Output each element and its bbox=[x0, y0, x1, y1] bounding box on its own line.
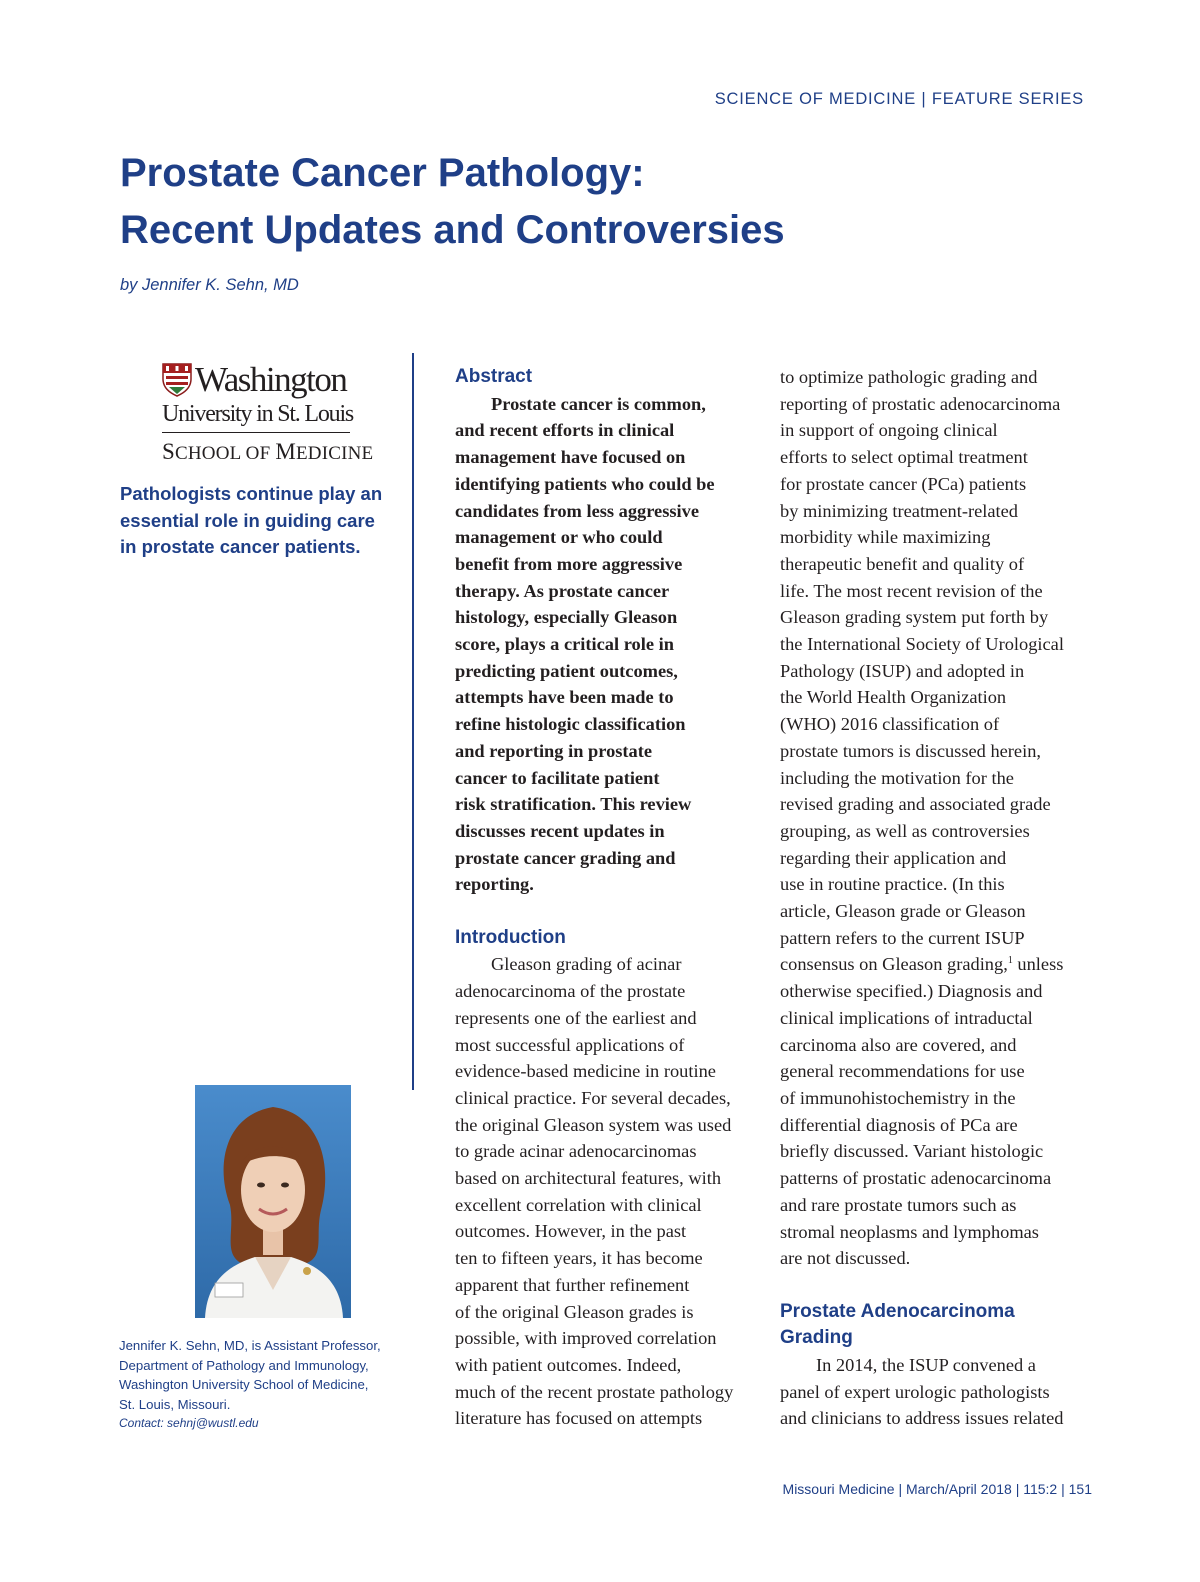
intro-line: Gleason grading of acinar bbox=[491, 954, 682, 975]
column-2 bbox=[780, 364, 1095, 1432]
body-line: the International Society of Urological bbox=[780, 634, 1064, 655]
body-line: briefly discussed. Variant histologic bbox=[780, 1141, 1044, 1162]
intro-line: clinical practice. For several decades, bbox=[455, 1087, 731, 1108]
author-photo bbox=[195, 1085, 351, 1318]
body-line: use in routine practice. (In this bbox=[780, 874, 1005, 895]
intro-line: much of the recent prostate pathology bbox=[455, 1381, 734, 1402]
logo-washington: Washington bbox=[195, 360, 347, 399]
abstract-line: predicting patient outcomes, bbox=[455, 660, 678, 681]
body-line: Gleason grading system put forth by bbox=[780, 607, 1049, 628]
body-line: life. The most recent revision of the bbox=[780, 580, 1043, 601]
column-1 bbox=[455, 364, 765, 1432]
author-contact: Contact: sehnj@wustl.edu bbox=[119, 1416, 259, 1431]
logo-rule bbox=[162, 432, 350, 433]
citation-superscript: 1 bbox=[1007, 955, 1013, 967]
intro-line: of the original Gleason grades is bbox=[455, 1301, 694, 1322]
abstract-line: refine histologic classification bbox=[455, 714, 686, 735]
logo-school-text: CHOOL OF bbox=[175, 443, 276, 464]
body-line: Pathology (ISUP) and adopted in bbox=[780, 660, 1025, 681]
abstract-line: histology, especially Gleason bbox=[455, 607, 678, 628]
body-line: otherwise specified.) Diagnosis and bbox=[780, 981, 1043, 1002]
body-line: clinical implications of intraductal bbox=[780, 1007, 1033, 1028]
body-line: therapeutic benefit and quality of bbox=[780, 553, 1025, 574]
title-line-2: Recent Updates and Controversies bbox=[120, 208, 785, 252]
body-line: morbidity while maximizing bbox=[780, 527, 991, 548]
abstract-line: and recent efforts in clinical bbox=[455, 420, 675, 441]
body-line: grouping, as well as controversies bbox=[780, 820, 1030, 841]
author-bio bbox=[119, 1336, 419, 1434]
abstract-line: score, plays a critical role in bbox=[455, 634, 674, 655]
logo-initial-s: S bbox=[162, 439, 175, 464]
bio-line: Jennifer K. Sehn, MD, is Assistant Professor, bbox=[119, 1338, 381, 1353]
logo-medicine-text: EDICINE bbox=[295, 443, 374, 464]
abstract-line: therapy. As prostate cancer bbox=[455, 580, 670, 601]
grading-line: and clinicians to address issues related bbox=[780, 1408, 1064, 1429]
bio-line: Washington University School of Medicine, bbox=[119, 1377, 369, 1393]
intro-line: adenocarcinoma of the prostate bbox=[455, 981, 686, 1002]
intro-line: based on architectural features, with bbox=[455, 1168, 722, 1189]
body-line: to optimize pathologic grading and bbox=[780, 367, 1038, 387]
abstract-heading: Abstract bbox=[455, 366, 533, 387]
body-line: stromal neoplasms and lymphomas bbox=[780, 1221, 1039, 1242]
intro-line: evidence-based medicine in routine bbox=[455, 1061, 716, 1082]
abstract-line: management have focused on bbox=[455, 447, 686, 468]
abstract-line: risk stratification. This review bbox=[455, 794, 692, 815]
body-line: revised grading and associated grade bbox=[780, 794, 1051, 815]
page-footer: Missouri Medicine | March/April 2018 | 115:2 | 151 bbox=[782, 1481, 1092, 1497]
byline: by Jennifer K. Sehn, MD bbox=[120, 276, 299, 294]
pull-quote: Pathologists continue play an essential role in guiding care in prostate cancer patients. bbox=[120, 483, 383, 558]
intro-line: apparent that further refinement bbox=[455, 1274, 690, 1295]
body-line: reporting of prostatic adenocarcinoma bbox=[780, 393, 1061, 414]
logo-initial-m: M bbox=[275, 439, 296, 464]
shield-icon bbox=[162, 363, 192, 397]
intro-line: the original Gleason system was used bbox=[455, 1114, 732, 1135]
grading-line: In 2014, the ISUP convened a bbox=[816, 1355, 1036, 1375]
intro-line: literature has focused on attempts bbox=[455, 1408, 703, 1429]
body-text: consensus on Gleason grading, bbox=[780, 954, 1008, 975]
body-line: (WHO) 2016 classification of bbox=[780, 714, 1000, 735]
abstract-line: attempts have been made to bbox=[455, 687, 674, 708]
body-line: differential diagnosis of PCa are bbox=[780, 1114, 1018, 1135]
body-line: patterns of prostatic adenocarcinoma bbox=[780, 1168, 1052, 1189]
body-line: including the motivation for the bbox=[780, 767, 1014, 788]
intro-line: to grade acinar adenocarcinomas bbox=[455, 1141, 697, 1162]
abstract-line: benefit from more aggressive bbox=[455, 553, 683, 574]
intro-line: represents one of the earliest and bbox=[455, 1007, 697, 1028]
grading-heading-line-1: Prostate Adenocarcinoma bbox=[780, 1300, 1015, 1322]
abstract-line: Prostate cancer is common, bbox=[491, 393, 706, 414]
title-line-1: Prostate Cancer Pathology: bbox=[120, 151, 645, 195]
body-line: carcinoma also are covered, and bbox=[780, 1034, 1017, 1055]
intro-line: outcomes. However, in the past bbox=[455, 1221, 687, 1242]
body-line: the World Health Organization bbox=[780, 687, 1007, 708]
intro-line: possible, with improved correlation bbox=[455, 1328, 717, 1349]
body-line: article, Gleason grade or Gleason bbox=[780, 901, 1026, 922]
bio-line: Department of Pathology and Immunology, bbox=[119, 1357, 369, 1373]
body-line: prostate tumors is discussed herein, bbox=[780, 740, 1041, 761]
introduction-body bbox=[455, 951, 765, 1432]
university-logo bbox=[162, 360, 374, 465]
body-line: efforts to select optimal treatment bbox=[780, 447, 1028, 468]
introduction-heading: Introduction bbox=[455, 926, 566, 948]
intro-line: most successful applications of bbox=[455, 1034, 685, 1055]
abstract-line: reporting. bbox=[455, 874, 534, 895]
body-line: by minimizing treatment-related bbox=[780, 500, 1018, 521]
body-line: regarding their application and bbox=[780, 847, 1007, 868]
grading-heading-line-2: Grading bbox=[780, 1327, 853, 1349]
abstract-line: prostate cancer grading and bbox=[455, 847, 676, 868]
body-line-with-citation bbox=[780, 951, 1095, 978]
abstract-body bbox=[455, 391, 765, 898]
abstract-line: management or who could bbox=[455, 527, 663, 548]
bio-line: St. Louis, Missouri. bbox=[119, 1396, 231, 1412]
column-divider bbox=[412, 353, 414, 1090]
grading-line: panel of expert urologic pathologists bbox=[780, 1381, 1050, 1402]
body-line: and rare prostate tumors such as bbox=[780, 1194, 1017, 1215]
abstract-line: candidates from less aggressive bbox=[455, 500, 699, 521]
series-header: SCIENCE OF MEDICINE | FEATURE SERIES bbox=[714, 90, 1084, 108]
article-title bbox=[120, 145, 785, 259]
body-line: are not discussed. bbox=[780, 1248, 911, 1269]
intro-line: excellent correlation with clinical bbox=[455, 1194, 702, 1215]
body-line: of immunohistochemistry in the bbox=[780, 1087, 1016, 1108]
intro-line: ten to fifteen years, it has become bbox=[455, 1248, 703, 1269]
intro-line: with patient outcomes. Indeed, bbox=[455, 1355, 682, 1375]
body-line: for prostate cancer (PCa) patients bbox=[780, 473, 1027, 494]
body-text: unless bbox=[1012, 954, 1064, 975]
logo-school bbox=[162, 439, 374, 465]
abstract-line: cancer to facilitate patient bbox=[455, 767, 660, 788]
body-line: in support of ongoing clinical bbox=[780, 420, 998, 441]
body-line: general recommendations for use bbox=[780, 1061, 1025, 1082]
logo-university: University in St. Louis bbox=[162, 401, 354, 427]
abstract-line: identifying patients who could be bbox=[455, 473, 715, 494]
abstract-line: and reporting in prostate bbox=[455, 740, 653, 761]
abstract-line: discusses recent updates in bbox=[455, 820, 665, 841]
body-line: pattern refers to the current ISUP bbox=[780, 927, 1025, 948]
